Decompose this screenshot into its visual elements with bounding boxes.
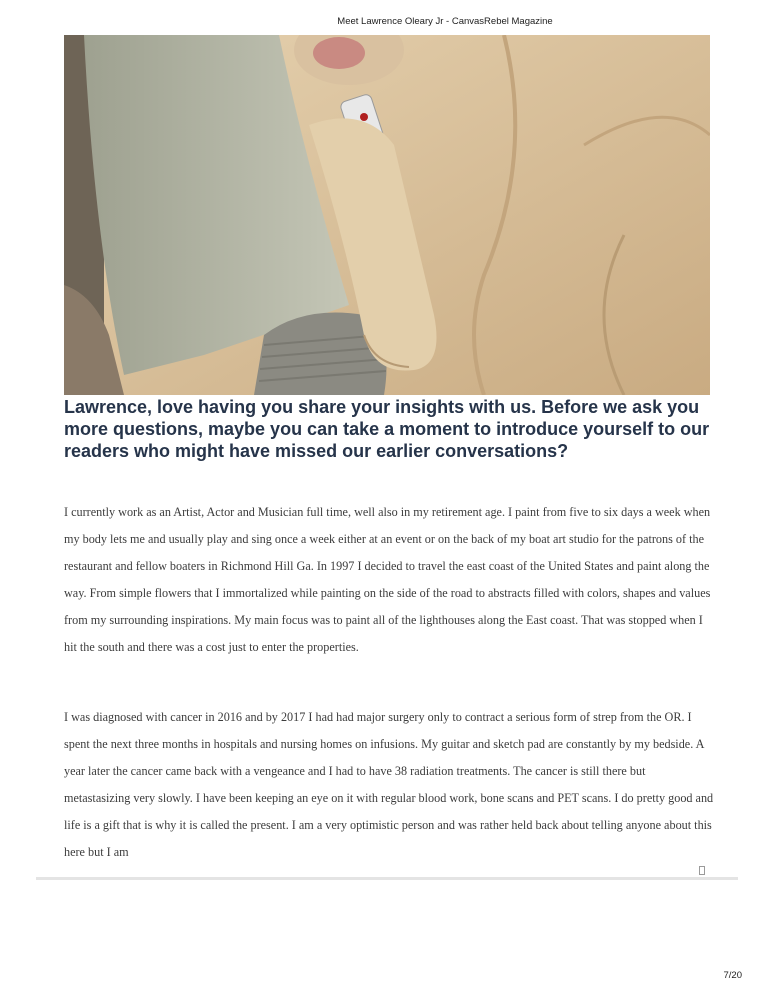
- page-header-title: Meet Lawrence Oleary Jr - CanvasRebel Magazine: [337, 16, 553, 27]
- article-paragraph: I was diagnosed with cancer in 2016 and by 2017 I had had major surgery only to contract a serious form of strep from the OR. I spent the next three months in hospitals and nursing homes on infusions. My guitar and sketch pad are constantly by my bedside. A year later the cancer came back with a vengeance and I had to have 38 radiation treatments. The cancer is still there but metastasizing very slowly. I have been keeping an eye on it with regular blood work, bone scans and PET scans. I do pretty good and life is a gift that is why it is called the present. I am a very optimistic person and was rather held back about telling anyone about this here but I am: [64, 710, 714, 859]
- placeholder-glyph-icon: [699, 866, 705, 875]
- interview-question: Lawrence, love having you share your insights with us. Before we ask you more questions, maybe you can take a moment to introduce yourself to our readers who might have missed our earlier conversations?: [64, 397, 710, 461]
- article-paragraph: I currently work as an Artist, Actor and Musician full time, well also in my retirement age. I paint from five to six days a week when my body lets me and usually play and sing once a week either at an event or on the back of my boat art studio for the patrons of the restaurant and fellow boaters in Richmond Hill Ga. In 1997 I decided to travel the east coast of the United States and paint along the way. From simple flowers that I immortalized while painting on the side of the road to abstracts filled with colors, shapes and values from my surrounding inspirations. My main focus was to paint all of the lighthouses along the East coast. That was stopped when I hit the south and there was a cost just to enter the properties.: [64, 505, 711, 654]
- dog-photo-icon: [64, 35, 710, 395]
- page-number: 7/20: [723, 970, 742, 981]
- divider: [36, 877, 738, 880]
- dog-photo: [64, 35, 710, 395]
